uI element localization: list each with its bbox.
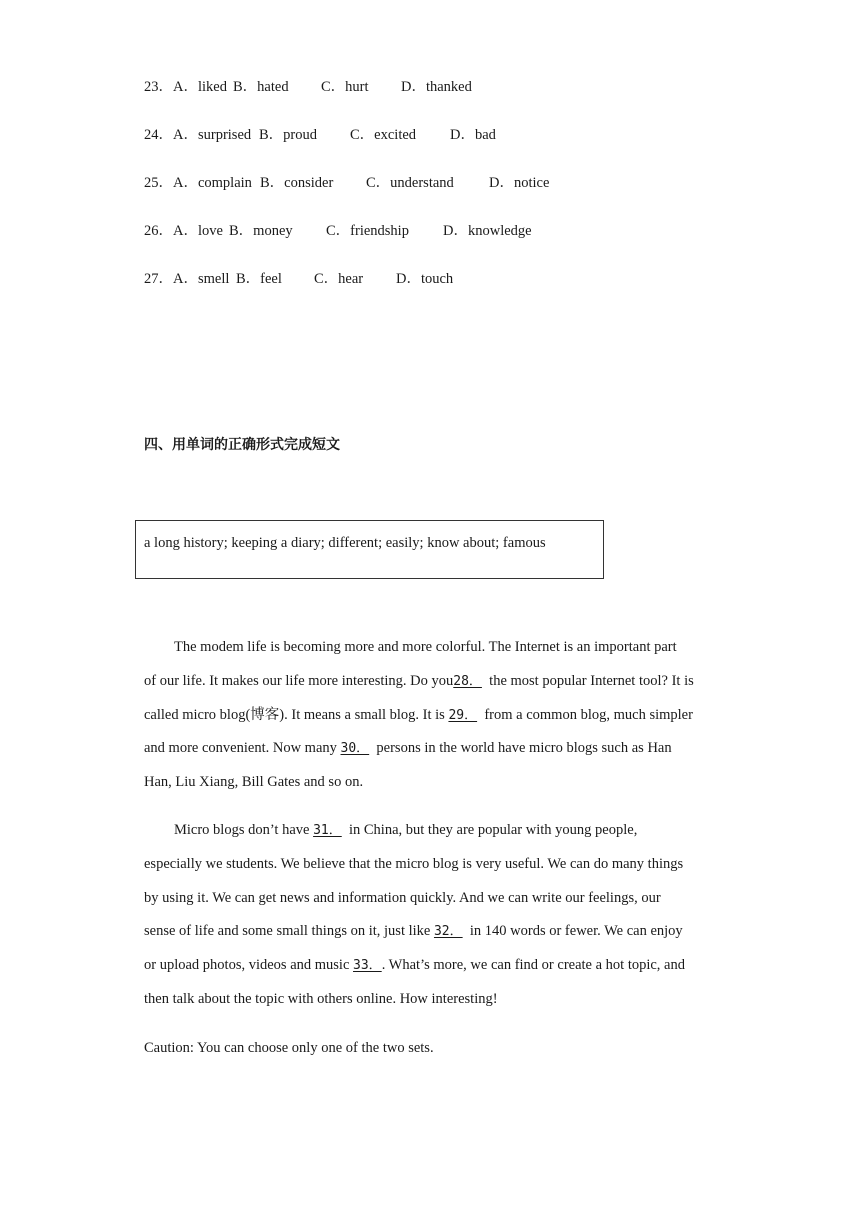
question-number: 23． [144,79,173,95]
question-number: 24． [144,127,173,143]
option-b: B．proud [259,127,317,143]
option-a: A．smell [173,271,230,287]
text-fragment: Micro blogs don’t have [174,822,314,838]
word-bank-text: a long history; keeping a diary; different; easily; know about; famous [144,535,546,551]
text-line [144,737,672,759]
blank-33[interactable]: 33． [353,958,382,973]
section-heading: 四、用单词的正确形式完成短文 [144,437,340,453]
question-24 [144,125,496,145]
text-line [144,920,683,942]
text-line [144,704,693,726]
text-line: by using it. We can get news and information quickly. And we can write our feelings, our [144,890,661,906]
text-line: The modem life is becoming more and more colorful. The Internet is an important part [174,639,677,655]
text-fragment: persons in the world have micro blogs such as Han [376,740,672,756]
text-line: Han, Liu Xiang, Bill Gates and so on. [144,774,364,790]
word-bank-box [135,520,604,579]
option-c: C．hear [314,271,364,287]
blank-32[interactable]: 32． [433,924,463,939]
blank-29[interactable]: 29． [448,708,478,723]
option-d: D．knowledge [443,223,532,239]
option-a: A．love [173,223,223,239]
option-c: C．hurt [321,79,369,95]
text-fragment: sense of life and some small things on it, just like [144,923,434,939]
option-c: C．understand [366,175,454,191]
question-23 [144,77,472,97]
text-fragment: from a common blog, much simpler [484,707,693,723]
text-line [144,670,694,692]
text-fragment: . What’s more, we can find or create a hot topic, and [381,957,685,973]
question-26 [144,221,532,241]
option-d: D．bad [450,127,496,143]
text-line [174,819,637,841]
blank-31[interactable]: 31． [313,823,342,838]
text-fragment: in 140 words or fewer. We can enjoy [469,923,683,939]
text-fragment: of our life. It makes our life more interesting. Do you [144,673,454,689]
text-fragment: the most popular Internet tool? It is [489,673,694,689]
option-d: D．notice [489,175,550,191]
option-d: D．touch [396,271,454,287]
text-fragment: in China, but they are popular with young people, [348,822,638,838]
option-b: B．consider [260,175,334,191]
text-line: then talk about the topic with others online. How interesting! [144,991,498,1007]
option-c: C．excited [350,127,417,143]
text-fragment: and more convenient. Now many [144,740,341,756]
option-b: B．hated [233,79,289,95]
option-a: A．complain [173,175,252,191]
option-c: C．friendship [326,223,409,239]
text-line [144,954,685,976]
option-b: B．feel [236,271,282,287]
question-number: 26． [144,223,173,239]
question-number: 27． [144,271,173,287]
caution-note: Caution: You can choose only one of the two sets. [144,1040,434,1056]
text-fragment: called micro blog(博客). It means a small blog. It is [144,707,449,723]
blank-30[interactable]: 30． [340,741,370,756]
text-fragment: or upload photos, videos and music [144,957,354,973]
option-d: D．thanked [401,79,472,95]
question-number: 25． [144,175,173,191]
option-b: B．money [229,223,293,239]
text-line: especially we students. We believe that the micro blog is very useful. We can do many things [144,856,684,872]
question-27 [144,269,453,289]
option-a: A．liked [173,79,227,95]
question-25 [144,173,549,193]
blank-28[interactable]: 28． [453,674,482,689]
option-a: A．surprised [173,127,252,143]
